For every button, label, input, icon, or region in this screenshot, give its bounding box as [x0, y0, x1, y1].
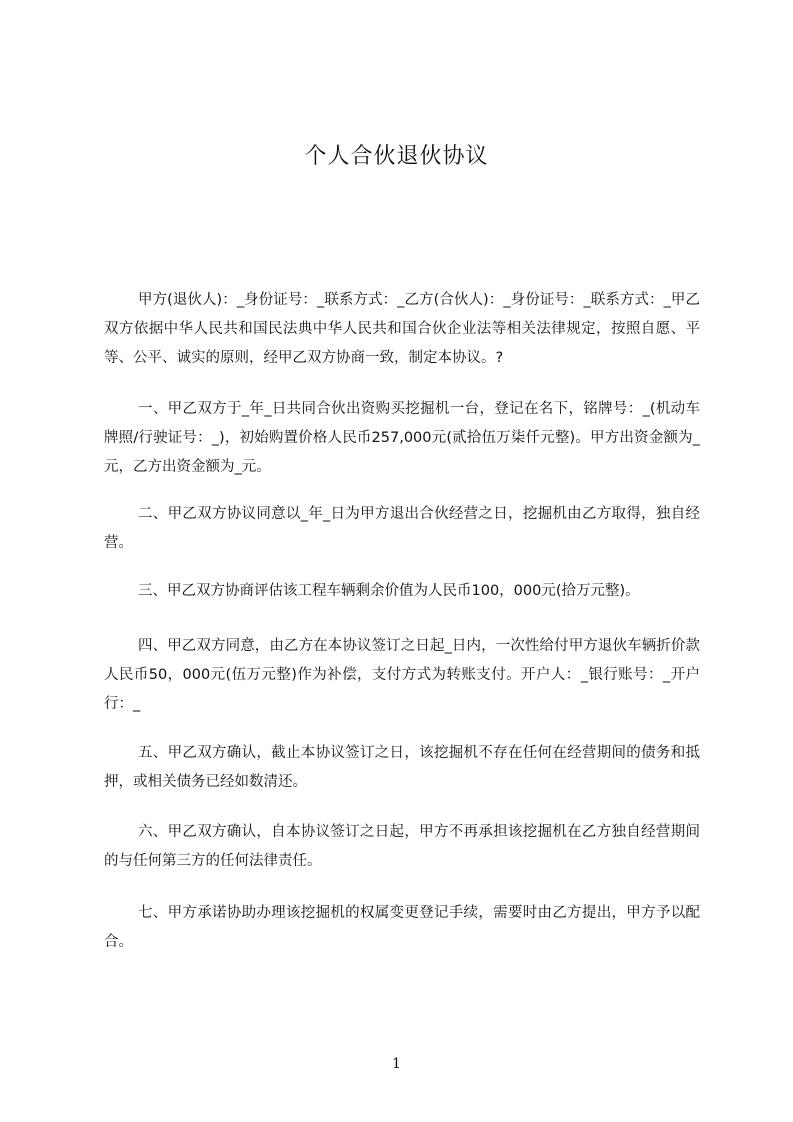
clause-5-paragraph: 五、甲乙双方确认，截止本协议签订之日，该挖掘机不存在任何在经营期间的债务和抵押，或相关债务已经如数清还。: [104, 745, 700, 790]
clause-3-paragraph: 三、甲乙双方协商评估该工程车辆剩余价值为人民币100，000元(拾万元整)。: [138, 583, 640, 599]
clause-4-paragraph: 四、甲乙双方同意，由乙方在本协议签订之日起_日内，一次性给付甲方退伙车辆折价款人民币50，000元(伍万元整)作为补偿，支付方式为转账支付。开户人：_银行账号：_开户行：_: [104, 638, 700, 712]
clause-7-paragraph: 七、甲方承诺协助办理该挖掘机的权属变更登记手续，需要时由乙方提出，甲方予以配合。: [104, 905, 700, 950]
document-title: 个人合伙退伙协议: [304, 144, 489, 169]
clause-1-paragraph: 一、甲乙双方于_年_日共同合伙出资购买挖掘机一台，登记在名下，铭牌号：_(机动车牌照/行驶证号：_)，初始购置价格人民币257,000元(贰拾伍万柒仟元整)。甲方出资金额为_元，乙方出资金额为_元。: [104, 401, 700, 475]
clause-2-paragraph: 二、甲乙双方协议同意以_年_日为甲方退出合伙经营之日，挖掘机由乙方取得，独自经营。: [104, 506, 700, 551]
page-number: 1: [392, 1056, 401, 1072]
intro-paragraph: 甲方(退伙人)：_身份证号：_联系方式：_乙方(合伙人)：_身份证号：_联系方式：_甲乙双方依据中华人民共和国民法典中华人民共和国合伙企业法等相关法律规定，按照自愿、平等、公平、诚实的原则，经甲乙双方协商一致，制定本协议。?: [104, 292, 700, 366]
clause-6-paragraph: 六、甲乙双方确认，自本协议签订之日起，甲方不再承担该挖掘机在乙方独自经营期间的与任何第三方的任何法律责任。: [104, 824, 700, 869]
